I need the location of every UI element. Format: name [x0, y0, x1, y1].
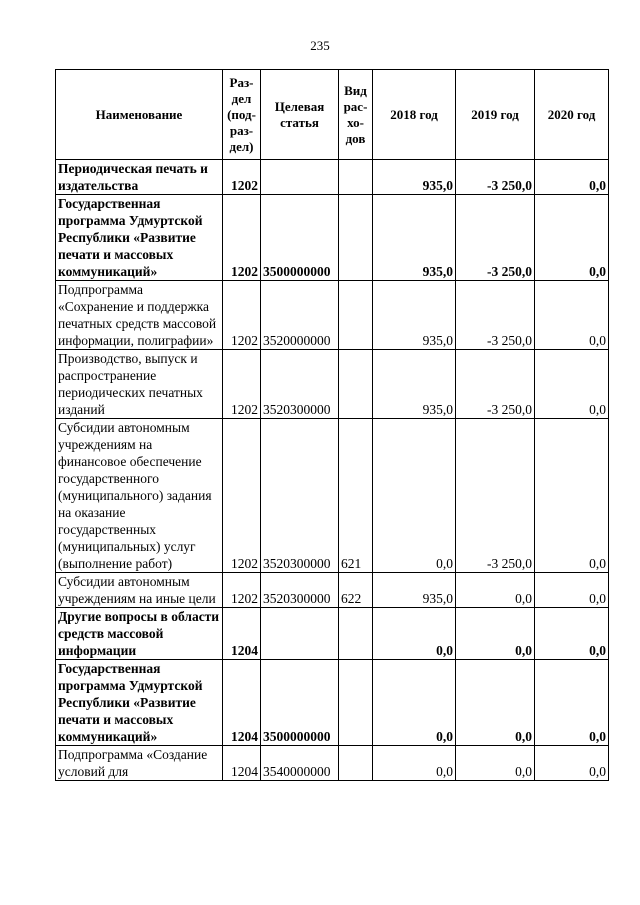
header-2018: 2018 год: [373, 70, 456, 160]
row-2019: -3 250,0: [456, 419, 535, 573]
row-name: Субсидии автономным учреждениям на иные цели: [56, 573, 223, 608]
row-2018: 0,0: [373, 660, 456, 746]
row-statya: 3540000000: [261, 746, 339, 781]
row-razdel: 1202: [223, 419, 261, 573]
row-2020: 0,0: [535, 608, 609, 660]
row-2020: 0,0: [535, 160, 609, 195]
row-razdel: 1204: [223, 660, 261, 746]
row-statya: 3520300000: [261, 350, 339, 419]
page-number: 235: [310, 38, 330, 53]
row-statya: 3500000000: [261, 660, 339, 746]
row-2018: 935,0: [373, 573, 456, 608]
row-2018: 0,0: [373, 746, 456, 781]
row-vid: [339, 195, 373, 281]
row-vid: [339, 746, 373, 781]
row-2019: 0,0: [456, 573, 535, 608]
budget-table: [55, 69, 609, 781]
row-2018: 935,0: [373, 195, 456, 281]
row-statya: 3520300000: [261, 573, 339, 608]
row-razdel: 1202: [223, 281, 261, 350]
row-name: Другие вопросы в области средств массовой информации: [56, 608, 223, 660]
row-2019: 0,0: [456, 746, 535, 781]
row-2020: 0,0: [535, 746, 609, 781]
table-row: [56, 660, 609, 746]
row-2019: -3 250,0: [456, 350, 535, 419]
row-name: Государственная программа Удмуртской Республики «Развитие печати и массовых коммуникаций»: [56, 660, 223, 746]
row-statya: [261, 608, 339, 660]
row-vid: 621: [339, 419, 373, 573]
header-statya: Целевая статья: [261, 70, 339, 160]
row-statya: [261, 160, 339, 195]
row-vid: 622: [339, 573, 373, 608]
row-razdel: 1202: [223, 195, 261, 281]
row-2018: 0,0: [373, 419, 456, 573]
row-vid: [339, 281, 373, 350]
row-statya: 3500000000: [261, 195, 339, 281]
row-statya: 3520300000: [261, 419, 339, 573]
row-statya: 3520000000: [261, 281, 339, 350]
row-2019: -3 250,0: [456, 195, 535, 281]
table-row: [56, 195, 609, 281]
row-2020: 0,0: [535, 419, 609, 573]
table-row: [56, 160, 609, 195]
row-name: Подпрограмма «Сохранение и поддержка печатных средств массовой информации, полиграфии»: [56, 281, 223, 350]
row-razdel: 1202: [223, 160, 261, 195]
row-2019: 0,0: [456, 660, 535, 746]
table-row: [56, 573, 609, 608]
row-vid: [339, 160, 373, 195]
row-vid: [339, 608, 373, 660]
table-row: [56, 350, 609, 419]
row-2018: 935,0: [373, 160, 456, 195]
row-razdel: 1202: [223, 350, 261, 419]
table-row: [56, 419, 609, 573]
table-row: [56, 746, 609, 781]
row-name: Государственная программа Удмуртской Республики «Развитие печати и массовых коммуникаций»: [56, 195, 223, 281]
row-razdel: 1204: [223, 608, 261, 660]
row-razdel: 1204: [223, 746, 261, 781]
row-name: Субсидии автономным учреждениям на финансовое обеспечение государственного (муниципального) задания на оказание государственных (муниципальных) услуг (выполнение работ): [56, 419, 223, 573]
header-2020: 2020 год: [535, 70, 609, 160]
row-name: Периодическая печать и издательства: [56, 160, 223, 195]
row-2019: -3 250,0: [456, 281, 535, 350]
header-2019: 2019 год: [456, 70, 535, 160]
row-name: Производство, выпуск и распространение периодических печатных изданий: [56, 350, 223, 419]
row-2020: 0,0: [535, 350, 609, 419]
header-vid: Вид рас-хо-дов: [339, 70, 373, 160]
row-2020: 0,0: [535, 281, 609, 350]
row-name: Подпрограмма «Создание условий для: [56, 746, 223, 781]
table-row: [56, 281, 609, 350]
row-2020: 0,0: [535, 195, 609, 281]
header-row: [56, 70, 609, 160]
row-2019: 0,0: [456, 608, 535, 660]
row-razdel: 1202: [223, 573, 261, 608]
header-razdel: Раз-дел (под-раз-дел): [223, 70, 261, 160]
row-2018: 0,0: [373, 608, 456, 660]
row-vid: [339, 350, 373, 419]
row-2020: 0,0: [535, 660, 609, 746]
row-2018: 935,0: [373, 281, 456, 350]
row-2018: 935,0: [373, 350, 456, 419]
row-vid: [339, 660, 373, 746]
row-2020: 0,0: [535, 573, 609, 608]
table-row: [56, 608, 609, 660]
row-2019: -3 250,0: [456, 160, 535, 195]
header-name: Наименование: [56, 70, 223, 160]
